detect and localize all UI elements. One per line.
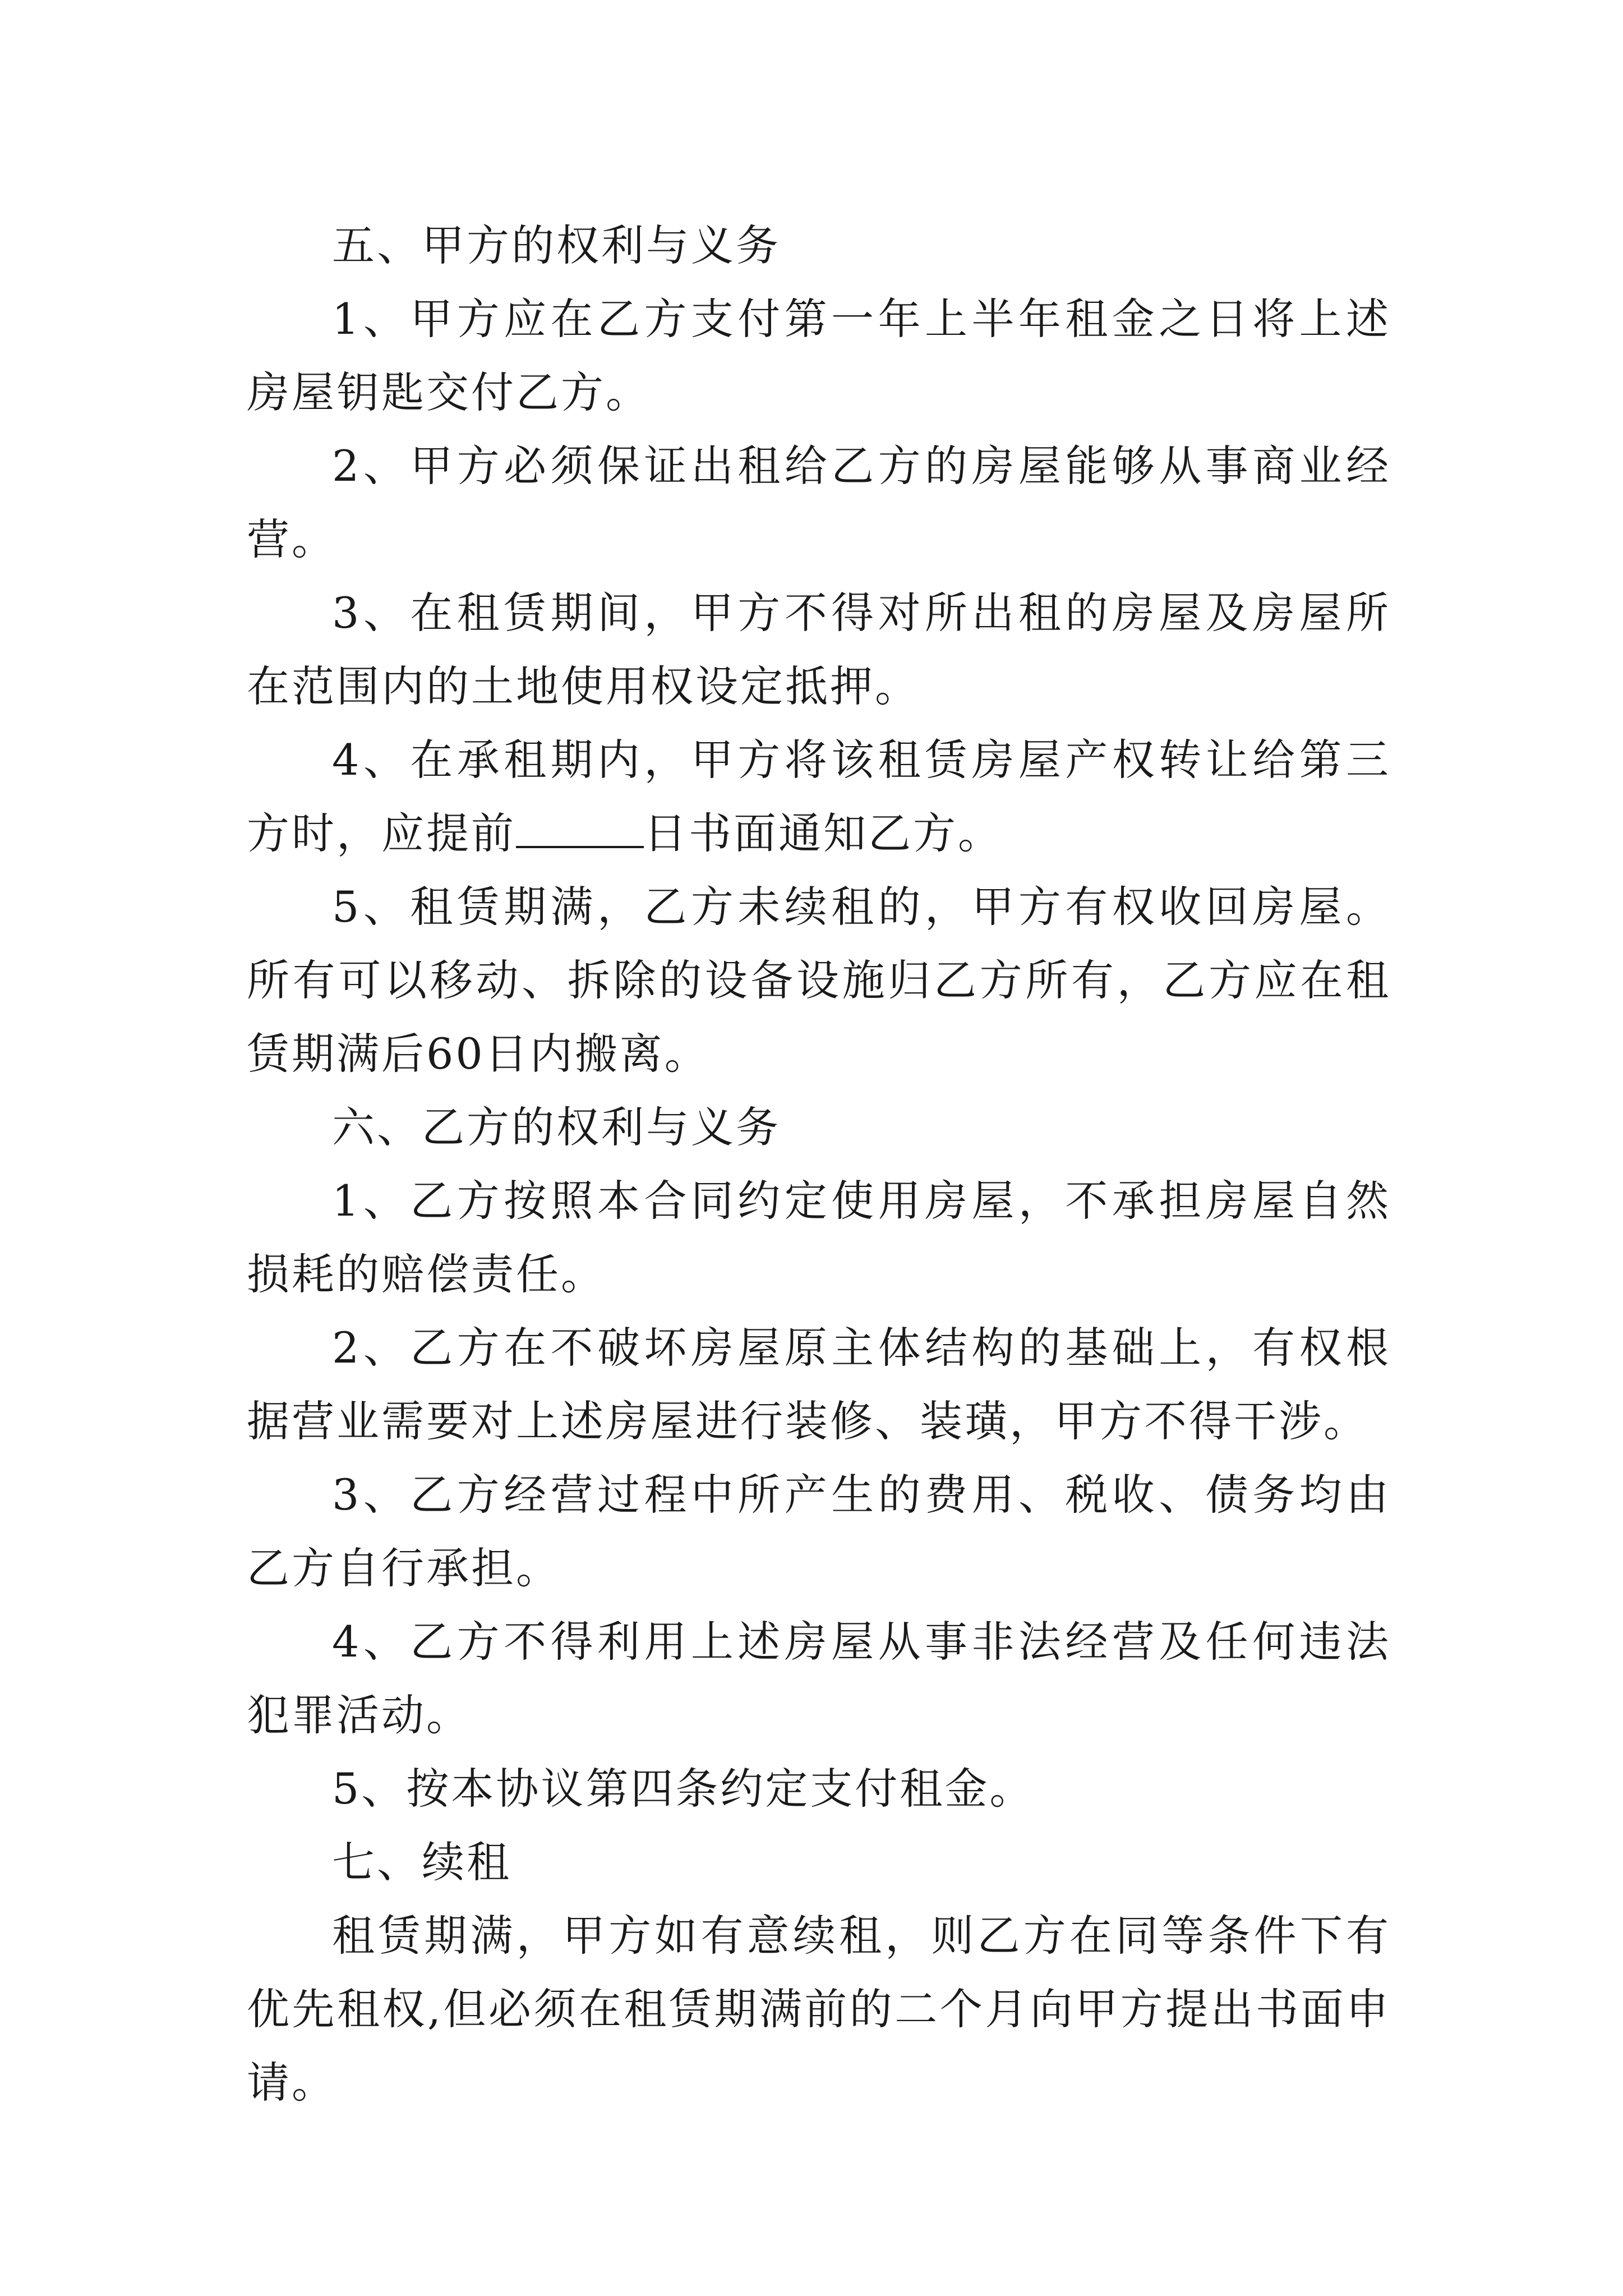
clause-a-5: 5、租赁期满，乙方未续租的，甲方有权收回房屋。所有可以移动、拆除的设备设施归乙方所有，乙方应在租赁期满后60日内搬离。 [247, 882, 1391, 1079]
section-heading-renewal: 七、续租 [332, 1837, 511, 1887]
clause-b-1: 1、乙方按照本合同约定使用房屋，不承担房屋自然损耗的赔偿责任。 [247, 1176, 1391, 1299]
clause-a-3: 3、在租赁期间，甲方不得对所出租的房屋及房屋所在范围内的土地使用权设定抵押。 [247, 588, 1391, 711]
clause-renewal: 租赁期满，甲方如有意续租，则乙方在同等条件下有优先租权,但必须在租赁期满前的二个月向甲方提出书面申请。 [247, 1911, 1391, 2108]
clause-b-4: 4、乙方不得利用上述房屋从事非法经营及任何违法犯罪活动。 [247, 1617, 1391, 1740]
clause-b-2: 2、乙方在不破坏房屋原主体结构的基础上，有权根据营业需要对上述房屋进行装修、装璜，甲方不得干涉。 [247, 1323, 1391, 1446]
clause-a-2: 2、甲方必须保证出租给乙方的房屋能够从事商业经营。 [247, 441, 1391, 564]
clause-a-4-suffix: 日书面通知乙方。 [644, 808, 1003, 858]
clause-a-1: 1、甲方应在乙方支付第一年上半年租金之日将上述房屋钥匙交付乙方。 [247, 294, 1391, 417]
clause-a-4-prefix: 4、在承租期内，甲方将该租赁房屋产权转让给第三方时，应提前 [247, 735, 1391, 858]
document-body [247, 209, 1391, 2119]
clause-b-5: 5、按本协议第四条约定支付租金。 [332, 1764, 1035, 1814]
section-heading-party-a: 五、甲方的权利与义务 [332, 220, 781, 270]
section-heading-party-b: 六、乙方的权利与义务 [332, 1102, 781, 1152]
fill-in-blank [516, 845, 644, 848]
clause-a-4 [247, 723, 1391, 870]
clause-b-3: 3、乙方经营过程中所产生的费用、税收、债务均由乙方自行承担。 [247, 1470, 1391, 1593]
